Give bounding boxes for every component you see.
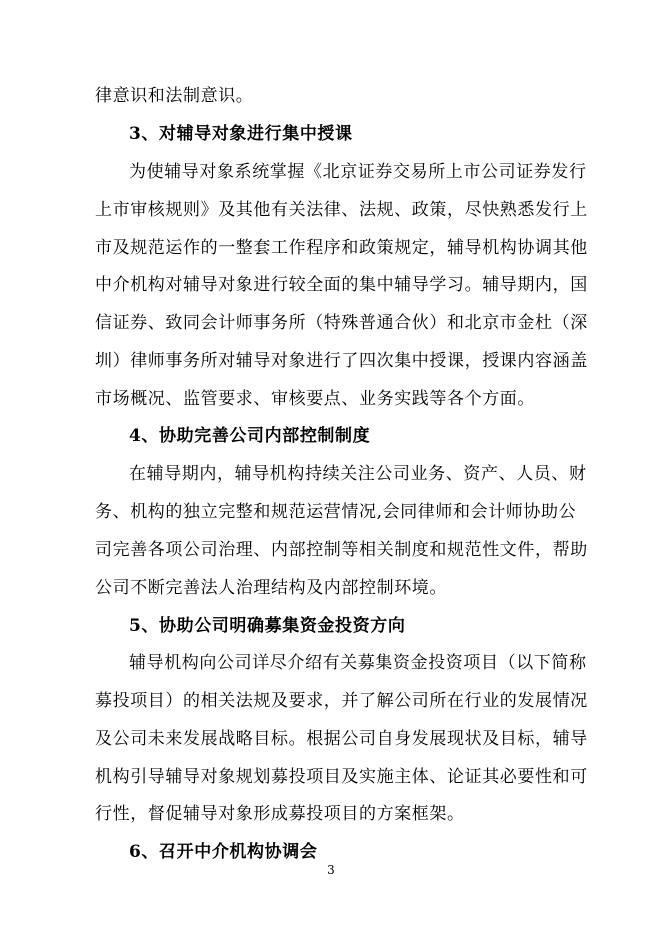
- section-heading: 5、协助公司明确募集资金投资方向: [129, 616, 406, 636]
- paragraph-line: 圳）律师事务所对辅导对象进行了四次集中授课，授课内容涵盖: [95, 351, 588, 371]
- paragraph-line: 市场概况、监管要求、审核要点、业务实践等各个方面。: [95, 389, 535, 409]
- paragraph-line: 辅导机构向公司详尽介绍有关募集资金投资项目（以下简称: [129, 653, 587, 673]
- paragraph-line: 及公司未来发展战略目标。根据公司自身发展现状及目标，辅导: [95, 729, 588, 749]
- paragraph-line: 募投项目）的相关法规及要求，并了解公司所在行业的发展情况: [95, 691, 588, 711]
- paragraph-line: 上市审核规则》及其他有关法律、法规、政策，尽快熟悉发行上: [95, 200, 588, 220]
- paragraph-line: 行性，督促辅导对象形成募投项目的方案框架。: [95, 804, 465, 824]
- paragraph-line: 中介机构对辅导对象进行较全面的集中辅导学习。辅导期内，国: [95, 275, 588, 295]
- paragraph-line: 司完善各项公司治理、内部控制等相关制度和规范性文件，帮助: [95, 540, 588, 560]
- paragraph-line: 机构引导辅导对象规划募投项目及实施主体、论证其必要性和可: [95, 767, 588, 787]
- section-heading: 6、召开中介机构协调会: [129, 842, 318, 862]
- section-heading: 3、对辅导对象进行集中授课: [129, 124, 353, 144]
- paragraph-line: 务、机构的独立完整和规范运营情况,会同律师和会计师协助公: [95, 502, 577, 522]
- page-number: 3: [327, 863, 335, 877]
- paragraph-line: 律意识和法制意识。: [95, 86, 254, 106]
- paragraph-line: 信证券、致同会计师事务所（特殊普通合伙）和北京市金杜（深: [95, 313, 588, 333]
- paragraph-line: 为使辅导对象系统掌握《北京证券交易所上市公司证券发行: [129, 162, 587, 182]
- section-heading: 4、协助完善公司内部控制制度: [129, 426, 371, 446]
- paragraph-line: 市及规范运作的一整套工作程序和政策规定，辅导机构协调其他: [95, 238, 588, 258]
- paragraph-line: 公司不断完善法人治理结构及内部控制环境。: [95, 578, 447, 598]
- paragraph-line: 在辅导期内，辅导机构持续关注公司业务、资产、人员、财: [129, 464, 587, 484]
